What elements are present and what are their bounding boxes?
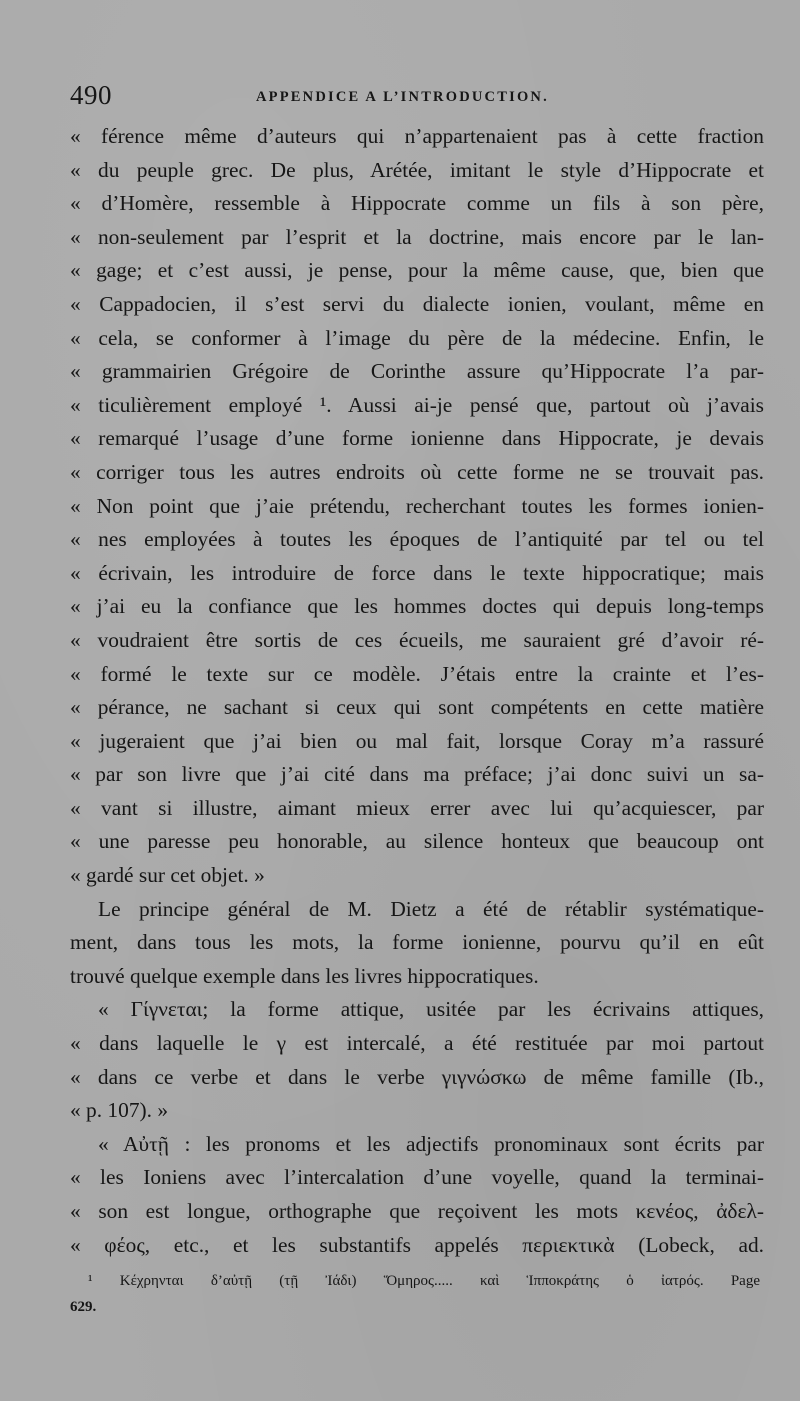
- text-line: trouvé quelque exemple dans les livres hippocratiques.: [70, 963, 539, 988]
- text-line: « grammairien Grégoire de Corinthe assure qu’Hippocrate l’a par-: [70, 359, 764, 384]
- body-text: [70, 120, 764, 1262]
- text-line: « d’Homère, ressemble à Hippocrate comme un fils à son père,: [70, 191, 764, 216]
- text-line: « φέος, etc., et les substantifs appelés περιεκτικὰ (Lobeck, ad.: [70, 1232, 764, 1257]
- running-title: APPENDICE A L’INTRODUCTION.: [256, 89, 549, 105]
- text-line: « Cappadocien, il s’est servi du dialecte ionien, voulant, même en: [70, 291, 764, 316]
- text-line: « remarqué l’usage d’une forme ionienne dans Hippocrate, je devais: [70, 426, 764, 451]
- text-line: « non-seulement par l’esprit et la doctrine, mais encore par le lan-: [70, 224, 764, 249]
- text-line: « ticulièrement employé ¹. Aussi ai-je pensé que, partout où j’avais: [70, 392, 764, 417]
- text-line: « p. 107). »: [70, 1098, 169, 1123]
- text-line: « jugeraient que j’ai bien ou mal fait, lorsque Coray m’a rassuré: [70, 728, 764, 753]
- page-number: 490: [70, 80, 112, 110]
- text-line: « dans ce verbe et dans le verbe γιγνώσκω de même famille (Ib.,: [70, 1064, 764, 1089]
- text-line: « vant si illustre, aimant mieux errer avec lui qu’acquiescer, par: [70, 795, 764, 820]
- text-line: « une paresse peu honorable, au silence honteux que beaucoup ont: [70, 829, 764, 854]
- text-line: « Non point que j’aie prétendu, recherchant toutes les formes ionien-: [70, 493, 764, 518]
- text-line: « gardé sur cet objet. »: [70, 863, 265, 888]
- paragraph-start-line: « Γίγνεται; la forme attique, usitée par les écrivains attiques,: [98, 997, 764, 1022]
- text-line: « les Ioniens avec l’intercalation d’une voyelle, quand la terminai-: [70, 1165, 764, 1190]
- text-line: « pérance, ne sachant si ceux qui sont compétents en cette matière: [70, 695, 764, 720]
- text-line: « nes employées à toutes les époques de l’antiquité par tel ou tel: [70, 527, 764, 552]
- text-line: « voudraient être sortis de ces écueils, me sauraient gré d’avoir ré-: [70, 627, 764, 652]
- footnote-line: 629.: [70, 1299, 97, 1315]
- text-line: « j’ai eu la confiance que les hommes doctes qui depuis long-temps: [70, 594, 764, 619]
- text-line: « férence même d’auteurs qui n’appartenaient pas à cette fraction: [70, 124, 764, 148]
- text-line: « son est longue, orthographe que reçoivent les mots κενέος, ἀδελ-: [70, 1199, 764, 1223]
- footnote-line: ¹ Κέχρηνται δ’αὐτῇ (τῇ Ἰάδι) Ὅμηρος..... καὶ Ἱπποκράτης ὁ ἰατρός. Page: [88, 1273, 760, 1289]
- text-line: ment, dans tous les mots, la forme ionienne, pourvu qu’il en eût: [70, 930, 764, 955]
- text-line: « corriger tous les autres endroits où cette forme ne se trouvait pas.: [70, 459, 764, 484]
- text-line: « cela, se conformer à l’image du père de la médecine. Enfin, le: [70, 325, 764, 350]
- text-line: « formé le texte sur ce modèle. J’étais entre la crainte et l’es-: [70, 661, 764, 686]
- text-line: « par son livre que j’ai cité dans ma préface; j’ai donc suivi un sa-: [70, 762, 764, 787]
- footnote: [70, 1268, 760, 1320]
- paragraph-start-line: « Αὐτῇ : les pronoms et les adjectifs pronominaux sont écrits par: [98, 1131, 764, 1156]
- text-line: « gage; et c’est aussi, je pense, pour la même cause, que, bien que: [70, 258, 764, 283]
- text-line: « écrivain, les introduire de force dans le texte hippocratique; mais: [70, 560, 764, 585]
- paragraph-start-line: Le principe général de M. Dietz a été de rétablir systématique-: [98, 896, 764, 921]
- running-head: [70, 80, 750, 114]
- text-line: « du peuple grec. De plus, Arétée, imitant le style d’Hippocrate et: [70, 157, 764, 182]
- text-line: « dans laquelle le γ est intercalé, a été restituée par moi partout: [70, 1031, 764, 1056]
